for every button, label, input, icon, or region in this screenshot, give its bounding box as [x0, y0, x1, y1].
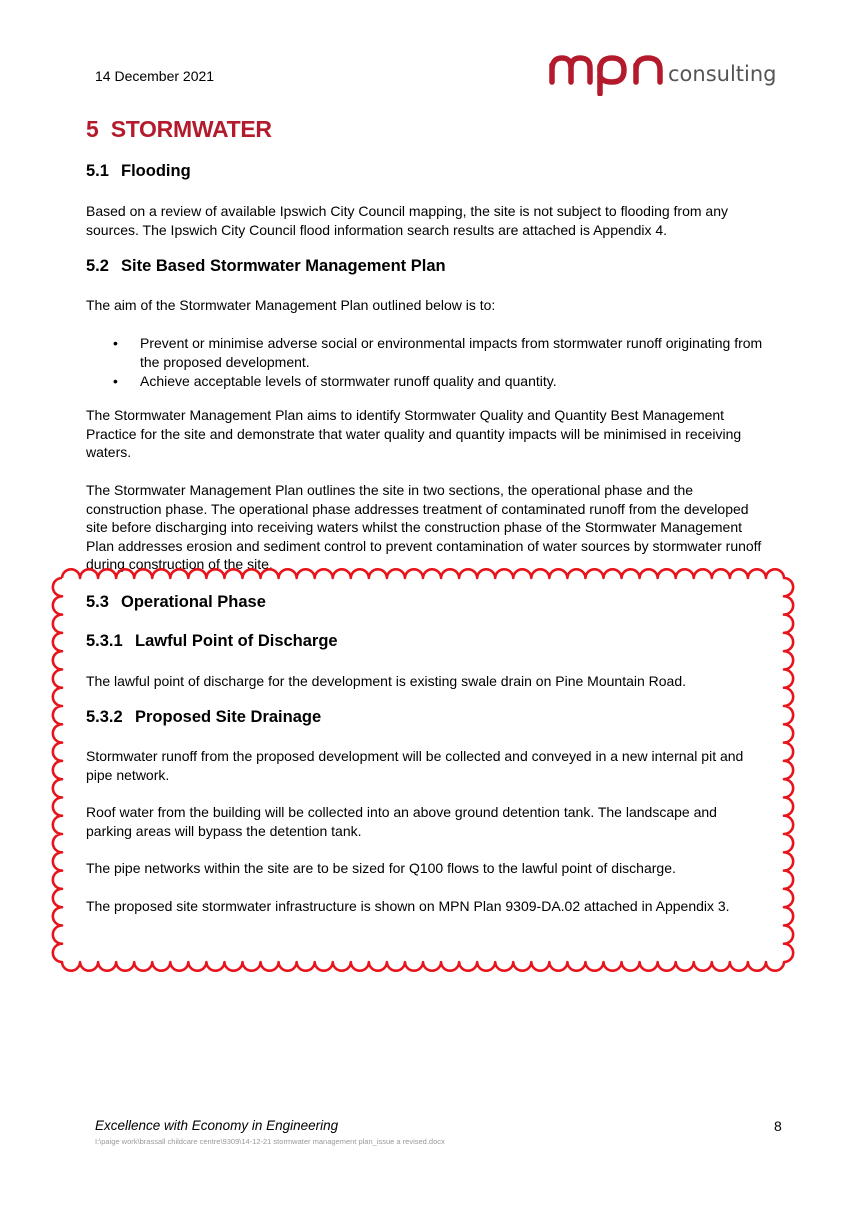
heading-title: Proposed Site Drainage — [135, 708, 322, 726]
heading-number: 5.1 — [86, 162, 109, 180]
page-number: 8 — [774, 1118, 782, 1134]
heading-number: 5.3 — [86, 593, 109, 611]
company-logo — [548, 48, 788, 96]
heading-title: Lawful Point of Discharge — [135, 632, 338, 650]
footer-file-path: I:\paige work\brassall childcare centre\9309\14-12-21 stormwater management plan_issue a revised.docx — [95, 1137, 445, 1146]
flooding-paragraph: Based on a review of available Ipswich City Council mapping, the site is not subject to flooding from any sources. The Ipswich City Council flood information search results are attached is Appendix 4. — [86, 203, 729, 238]
section-title: STORMWATER — [110, 116, 272, 142]
heading-5-2 — [86, 257, 446, 276]
heading-5-3-2 — [86, 708, 321, 727]
aims-list — [86, 334, 766, 392]
list-item — [86, 372, 766, 391]
section-number: 5 — [86, 116, 99, 142]
heading-number: 5.3.1 — [86, 632, 123, 650]
heading-title: Operational Phase — [121, 593, 266, 611]
drainage-paragraph-2: Roof water from the building will be collected into an above ground detention tank. The landscape and parking areas will bypass the detention tank. — [86, 804, 717, 839]
heading-5-1 — [86, 162, 191, 181]
list-item — [86, 334, 766, 371]
document-date: 14 December 2021 — [95, 68, 215, 84]
drainage-paragraph-1: Stormwater runoff from the proposed development will be collected and conveyed in a new internal pit and pipe network. — [86, 748, 744, 783]
logo-wordmark: consulting — [668, 62, 777, 86]
drainage-paragraph-4: The proposed site stormwater infrastructure is shown on MPN Plan 9309-DA.02 attached in Appendix 3. — [86, 898, 730, 914]
heading-number: 5.3.2 — [86, 708, 123, 726]
plan-paragraph-2: The Stormwater Management Plan outlines the site in two sections, the operational phase and the construction phase. The operational phase addresses treatment of contaminated runoff from the developed site before discharging into receiving waters whilst the construction phase of the Stormwater Management Plan addresses erosion and sediment control to prevent contamination of water sources by stormwater runoff during construction of the site. — [86, 482, 762, 572]
section-heading — [86, 116, 272, 143]
drainage-paragraph-3: The pipe networks within the site are to be sized for Q100 flows to the lawful point of discharge. — [86, 860, 676, 876]
list-item-text: Prevent or minimise adverse social or environmental impacts from stormwater runoff originating from the proposed development. — [140, 335, 763, 370]
bullet-icon: • — [113, 373, 118, 389]
plan-intro: The aim of the Stormwater Management Plan outlined below is to: — [86, 297, 496, 313]
heading-5-3-1 — [86, 632, 338, 651]
heading-5-3 — [86, 593, 266, 612]
heading-title: Site Based Stormwater Management Plan — [121, 257, 446, 275]
bullet-icon: • — [113, 335, 118, 351]
heading-number: 5.2 — [86, 257, 109, 275]
heading-title: Flooding — [121, 162, 191, 180]
list-item-text: Achieve acceptable levels of stormwater runoff quality and quantity. — [140, 373, 557, 389]
footer-tagline: Excellence with Economy in Engineering — [95, 1118, 339, 1133]
discharge-paragraph: The lawful point of discharge for the development is existing swale drain on Pine Mountain Road. — [86, 673, 687, 689]
plan-paragraph-1: The Stormwater Management Plan aims to identify Stormwater Quality and Quantity Best Management Practice for the site and demonstrate that water quality and quantity impacts will be minimised in receiving waters. — [86, 407, 742, 460]
